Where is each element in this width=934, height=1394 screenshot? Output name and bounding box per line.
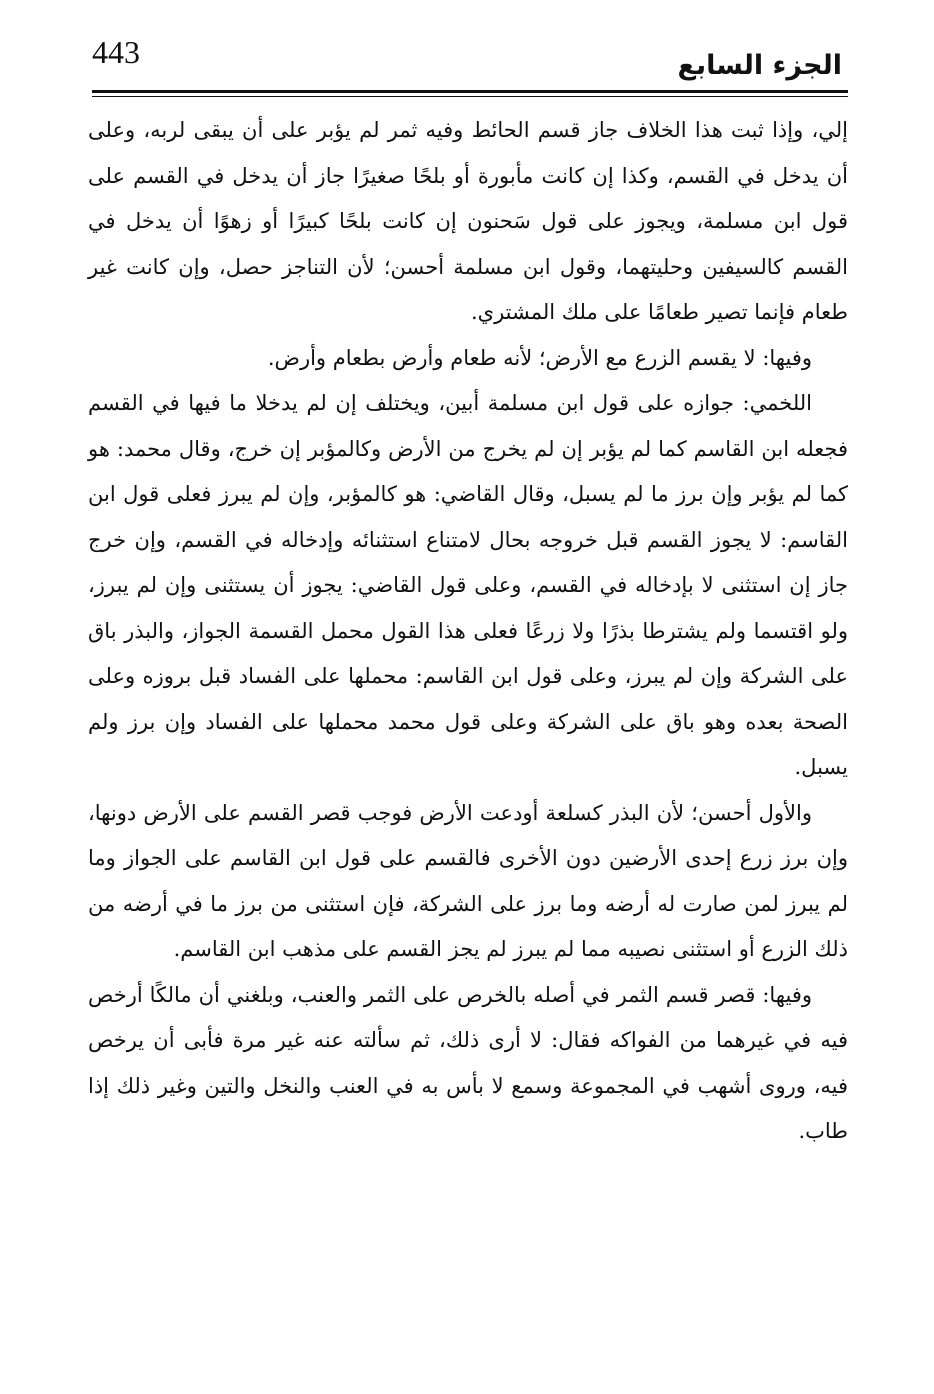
header-rule-thick xyxy=(92,90,848,93)
running-title: الجزء السابع xyxy=(677,50,842,81)
body-text xyxy=(88,108,848,1155)
header-rule-thin xyxy=(92,96,848,97)
paragraph-4: والأول أحسن؛ لأن البذر كسلعة أودعت الأرض فوجب قصر القسم على الأرض دونها، وإن برز زرع إحدى الأرضين دون الأخرى فالقسم على قول ابن القاسم على الجواز وما لم يبرز لمن صارت له أرضه وما برز على الشركة، فإن استثنى من برز ما في أرضه من ذلك الزرع أو استثنى نصيبه مما لم يبرز لم يجز القسم على مذهب ابن القاسم. xyxy=(88,800,848,961)
paragraph-2: وفيها: لا يقسم الزرع مع الأرض؛ لأنه طعام وأرض بطعام وأرض. xyxy=(267,345,812,370)
page-header xyxy=(92,30,842,92)
paragraph-1: إلي، وإذا ثبت هذا الخلاف جاز قسم الحائط وفيه ثمر لم يؤبر على أن يبقى لربه، وعلى أن يدخل في القسم، وكذا إن كانت مأبورة أو بلحًا صغيرًا جاز أن يدخل في القسم على قول ابن مسلمة، ويجوز على قول سَحنون إن كانت بلحًا كبيرًا أو زهوًا أن يدخل في القسم كالسيفين وحليتهما، وقول ابن مسلمة أحسن؛ لأن التناجز حصل، وإن كانت غير طعام فإنما تصير طعامًا على ملك المشتري. xyxy=(88,118,848,324)
paragraph-5: وفيها: قصر قسم الثمر في أصله بالخرص على الثمر والعنب، وبلغني أن مالكًا أرخص فيه في غيرهما من الفواكه فقال: لا أرى ذلك، ثم سألته عنه غير مرة فأبى أن يرخص فيه، وروى أشهب في المجموعة وسمع لا بأس به في العنب والنخل والتين وغير ذلك إذا طاب. xyxy=(88,982,848,1143)
paragraph-3: اللخمي: جوازه على قول ابن مسلمة أبين، ويختلف إن لم يدخلا ما فيها في القسم فجعله ابن القاسم كما لم يؤبر إن لم يخرج من الأرض وكالمؤبر إن خرج، وقال محمد: هو كما لم يؤبر وإن برز ما لم يسبل، وقال القاضي: هو كالمؤبر، وإن لم يبرز فعلى قول ابن القاسم: لا يجوز القسم قبل خروجه بحال لامتناع استثنائه وإدخاله في القسم، وإن خرج جاز إن استثنى لا بإدخاله في القسم، وعلى قول القاضي: يجوز أن يستثنى وإن لم يبرز، ولو اقتسما ولم يشترطا بذرًا ولا زرعًا فعلى هذا القول محمل القسمة الجواز، والبذر باق على الشركة وإن لم يبرز، وعلى قول ابن القاسم: محملها على الفساد قبل بروزه وعلى الصحة بعده وهو باق على الشركة وعلى قول محمد محملها على الفساد وإن برز ولم يسبل. xyxy=(88,391,848,779)
page-number: 443 xyxy=(92,34,140,70)
